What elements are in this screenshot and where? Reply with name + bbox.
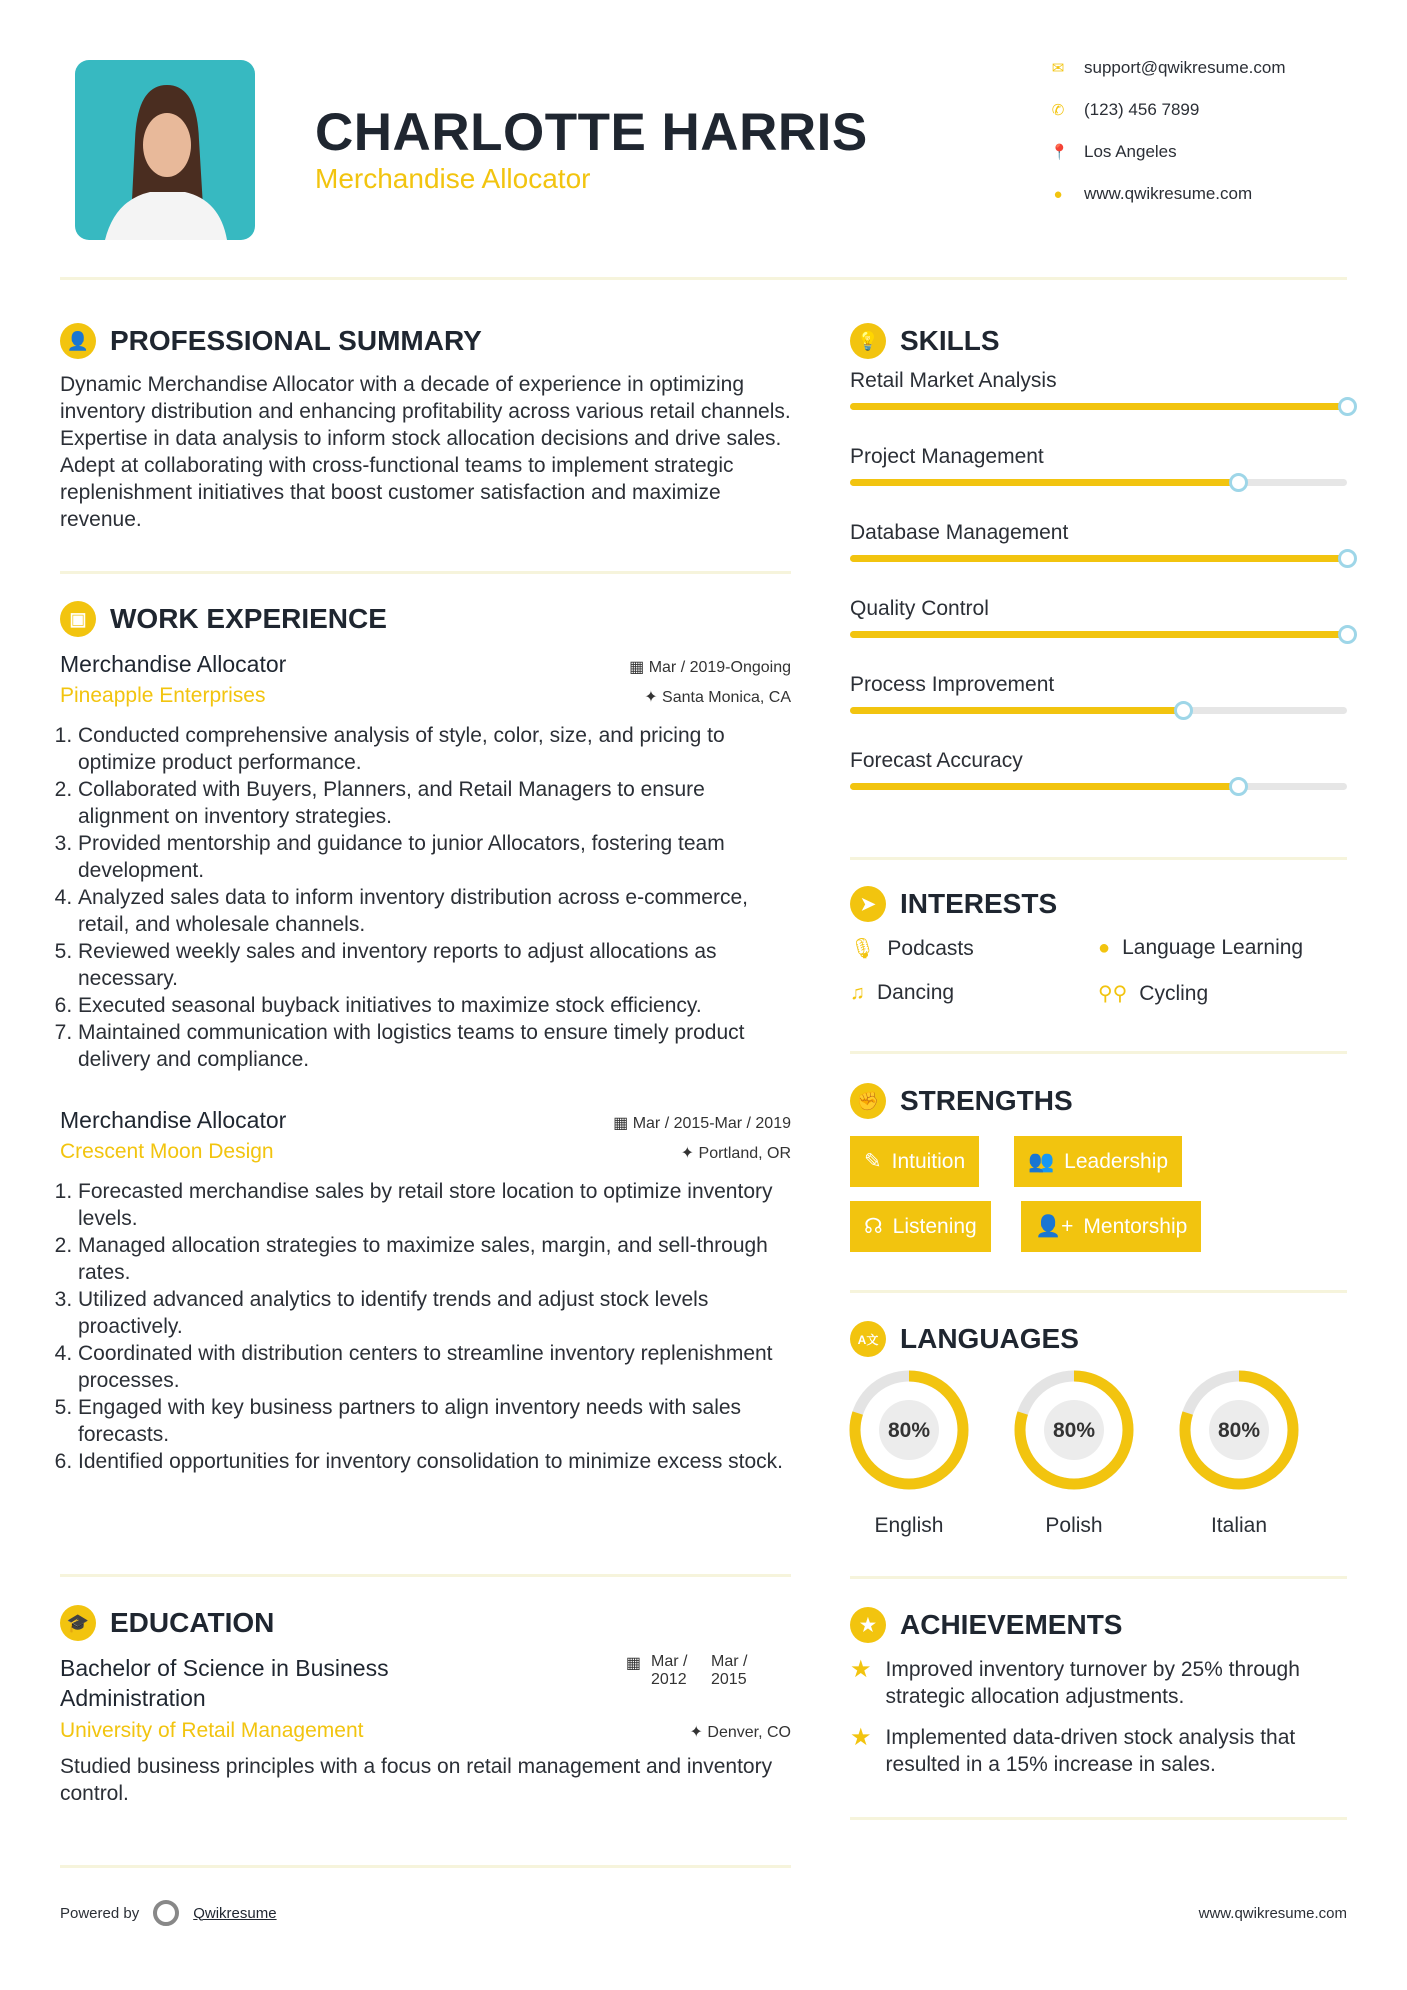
- interest-item: 🎙 Podcasts: [850, 936, 974, 960]
- skill-bar-fill: [850, 403, 1347, 410]
- star-badge-icon: ★: [850, 1607, 886, 1643]
- language-item: [1178, 1369, 1300, 1538]
- skill-bar-fill: [850, 555, 1347, 562]
- headphones-icon: ☊: [864, 1215, 883, 1238]
- divider: [60, 1574, 791, 1577]
- divider: [850, 1051, 1347, 1054]
- contact-text: Los Angeles: [1084, 142, 1177, 161]
- skill-bar: [850, 631, 1347, 638]
- phone-icon: ✆: [1051, 102, 1065, 119]
- language-name: English: [874, 1514, 944, 1537]
- interest-item: ⚲⚲ Cycling: [1098, 981, 1209, 1005]
- skill-bar-knob: [1338, 549, 1357, 568]
- divider: [850, 857, 1347, 860]
- bullet-item: 6. Executed seasonal buyback initiatives to maximize stock efficiency.: [78, 992, 791, 1019]
- skill-item: [850, 443, 1347, 519]
- language-percent: 80%: [887, 1419, 931, 1442]
- achievement-item: ★ Improved inventory turnover by 25% through strategic allocation adjustments.: [850, 1656, 1300, 1708]
- language-icon: A文: [850, 1321, 886, 1357]
- user-plus-icon: 👤+: [1035, 1214, 1074, 1238]
- language-percent: 80%: [1217, 1419, 1261, 1442]
- achievements-section: [850, 1607, 1122, 1643]
- graduation-cap-icon: 🎓: [60, 1605, 96, 1641]
- job-bullets: [60, 1178, 791, 1475]
- skill-bar-fill: [850, 707, 1183, 714]
- bullet-item: 2. Collaborated with Buyers, Planners, and Retail Managers to ensure alignment on inventory strategies.: [78, 776, 791, 830]
- divider: [60, 571, 791, 574]
- education-date: ▦ Mar / 2012 Mar / 2015: [625, 1653, 748, 1688]
- job-title: Merchandise Allocator: [60, 651, 287, 677]
- skill-name: Database Management: [850, 521, 1069, 544]
- envelope-icon: ✉: [1051, 60, 1065, 77]
- skill-bar: [850, 783, 1347, 790]
- bicycle-icon: ⚲⚲: [1098, 983, 1128, 1005]
- brand-link[interactable]: Qwikresume: [193, 1904, 277, 1922]
- candidate-name: CHARLOTTE HARRIS: [315, 103, 868, 162]
- language-item: [1013, 1369, 1135, 1538]
- skill-bar-fill: [850, 783, 1238, 790]
- company-name: Pineapple Enterprises: [60, 684, 266, 707]
- job-location: ✦ Santa Monica, CA: [644, 689, 791, 706]
- magic-wand-icon: ✎: [864, 1150, 882, 1173]
- skill-bar-knob: [1338, 397, 1357, 416]
- divider: [850, 1576, 1347, 1579]
- section-heading: ▣ WORK EXPERIENCE: [60, 601, 791, 637]
- divider: [60, 1865, 791, 1868]
- job-bullets: [60, 722, 791, 1073]
- candidate-title: Merchandise Allocator: [315, 163, 591, 194]
- profile-photo: [75, 60, 255, 240]
- skill-item: [850, 519, 1347, 595]
- education-location: ✦ Denver, CO: [689, 1724, 791, 1741]
- company-name: Crescent Moon Design: [60, 1140, 274, 1163]
- globe-icon: ●: [1098, 936, 1111, 959]
- bullet-item: 5. Engaged with key business partners to align inventory needs with sales forecasts.: [78, 1394, 791, 1448]
- lightbulb-icon: 💡: [850, 323, 886, 359]
- section-heading: ✊ STRENGTHS: [850, 1083, 1347, 1119]
- skill-name: Retail Market Analysis: [850, 369, 1057, 392]
- star-icon: ★: [850, 1724, 872, 1751]
- skill-name: Project Management: [850, 445, 1044, 468]
- language-ring: [1178, 1369, 1300, 1491]
- bullet-item: 4. Analyzed sales data to inform inventory distribution across e-commerce, retail, and wholesale channels.: [78, 884, 791, 938]
- contact-phone: [1050, 100, 1199, 120]
- language-percent: 80%: [1052, 1419, 1096, 1442]
- contact-website[interactable]: [1050, 184, 1252, 204]
- degree-title: Bachelor of Science in Business Administration: [60, 1655, 389, 1711]
- education-section: [60, 1605, 791, 1807]
- header-divider: [60, 277, 1347, 280]
- microphone-icon: 🎙: [850, 938, 876, 960]
- interest-item: ♫ Dancing: [850, 981, 955, 1004]
- summary-text: Dynamic Merchandise Allocator with a decade of experience in optimizing inventory distribution and enhancing profitability across various retail channels. Expertise in data analysis to inform stock allocation decisions and drive sales. Adept at collaborating with cross-functional teams to implement strategic replenishment initiatives that boost customer satisfaction and maximize revenue.: [60, 373, 791, 531]
- section-heading: 👤 PROFESSIONAL SUMMARY: [60, 323, 791, 359]
- bullet-item: 6. Identified opportunities for inventory consolidation to minimize excess stock.: [78, 1448, 791, 1475]
- section-heading: ★ ACHIEVEMENTS: [850, 1607, 1122, 1643]
- qwikresume-logo-icon: [153, 1900, 179, 1926]
- divider: [850, 1290, 1347, 1293]
- language-name: Italian: [1210, 1514, 1268, 1537]
- contact-text: www.qwikresume.com: [1084, 184, 1253, 203]
- skill-bar: [850, 555, 1347, 562]
- contact-email[interactable]: [1050, 58, 1286, 78]
- skill-item: [850, 747, 1347, 823]
- job-entry: [60, 1107, 791, 1475]
- interest-item: ● Language Learning: [1098, 936, 1304, 959]
- skill-bar-knob: [1174, 701, 1193, 720]
- briefcase-icon: ▣: [60, 601, 96, 637]
- skill-bar: [850, 403, 1347, 410]
- contact-location: [1050, 142, 1177, 162]
- skill-name: Process Improvement: [850, 673, 1055, 696]
- job-location: ✦ Portland, OR: [680, 1145, 791, 1162]
- section-heading: 💡 SKILLS: [850, 323, 1347, 359]
- contact-text: support@qwikresume.com: [1084, 58, 1286, 77]
- bullet-item: 5. Reviewed weekly sales and inventory reports to adjust allocations as necessary.: [78, 938, 791, 992]
- contact-text: (123) 456 7899: [1084, 100, 1200, 119]
- users-icon: 👥: [1028, 1149, 1055, 1173]
- bullet-item: 1. Forecasted merchandise sales by retail store location to optimize inventory levels.: [78, 1178, 791, 1232]
- globe-icon: ●: [1053, 185, 1063, 203]
- skill-item: [850, 367, 1347, 443]
- skill-bar-knob: [1229, 777, 1248, 796]
- skill-item: [850, 671, 1347, 747]
- divider: [850, 1817, 1347, 1820]
- skill-bar-fill: [850, 631, 1347, 638]
- section-heading: 🎓 EDUCATION: [60, 1605, 791, 1641]
- language-name: Polish: [1045, 1514, 1103, 1537]
- skill-bar: [850, 707, 1347, 714]
- language-ring: [1013, 1369, 1135, 1491]
- skill-name: Quality Control: [850, 597, 989, 620]
- skill-name: Forecast Accuracy: [850, 749, 1023, 772]
- skill-bar-knob: [1338, 625, 1357, 644]
- languages-section: [850, 1321, 1347, 1551]
- strength-chip: ☊ Listening: [850, 1201, 991, 1252]
- bullet-item: 3. Utilized advanced analytics to identify trends and adjust stock levels proactively.: [78, 1286, 791, 1340]
- work-section: [60, 601, 791, 1475]
- language-ring: [848, 1369, 970, 1491]
- language-item: [848, 1369, 970, 1538]
- bullet-item: 1. Conducted comprehensive analysis of style, color, size, and pricing to optimize product performance.: [78, 722, 791, 776]
- music-note-icon: ♫: [850, 981, 865, 1004]
- footer-site[interactable]: www.qwikresume.com: [1198, 1905, 1347, 1922]
- job-title: Merchandise Allocator: [60, 1107, 287, 1133]
- bullet-item: 4. Coordinated with distribution centers to streamline inventory replenishment processes.: [78, 1340, 791, 1394]
- strength-chip: 👥 Leadership: [1014, 1136, 1182, 1187]
- achievement-item: ★ Implemented data-driven stock analysis that resulted in a 15% increase in sales.: [850, 1724, 1296, 1776]
- bullet-item: 7. Maintained communication with logistics teams to ensure timely product delivery and compliance.: [78, 1019, 791, 1073]
- interests-section: [850, 886, 1347, 1036]
- user-icon: 👤: [60, 323, 96, 359]
- education-text: Studied business principles with a focus on retail management and inventory control.: [60, 1755, 773, 1805]
- section-heading: ➤ INTERESTS: [850, 886, 1347, 922]
- fist-icon: ✊: [850, 1083, 886, 1119]
- job-date: ▦ Mar / 2015-Mar / 2019: [613, 1115, 791, 1132]
- footer-powered: Powered by Qwikresume: [60, 1900, 277, 1926]
- school-name: University of Retail Management: [60, 1719, 364, 1742]
- paper-plane-icon: ➤: [850, 886, 886, 922]
- bullet-item: 2. Managed allocation strategies to maximize sales, margin, and sell-through rates.: [78, 1232, 791, 1286]
- skill-bar-fill: [850, 479, 1238, 486]
- strength-chip: 👤+ Mentorship: [1021, 1201, 1201, 1252]
- job-entry: [60, 651, 791, 1073]
- job-date: ▦ Mar / 2019-Ongoing: [629, 659, 791, 676]
- section-heading: A文 LANGUAGES: [850, 1321, 1347, 1357]
- map-pin-icon: 📍: [1050, 144, 1069, 161]
- strengths-section: [850, 1083, 1347, 1273]
- skill-bar-knob: [1229, 473, 1248, 492]
- summary-section: [60, 323, 791, 533]
- strength-chip: ✎ Intuition: [850, 1136, 979, 1187]
- bullet-item: 3. Provided mentorship and guidance to junior Allocators, fostering team development.: [78, 830, 791, 884]
- star-icon: ★: [850, 1656, 872, 1683]
- skill-bar: [850, 479, 1347, 486]
- skills-section: [850, 323, 1347, 823]
- skill-item: [850, 595, 1347, 671]
